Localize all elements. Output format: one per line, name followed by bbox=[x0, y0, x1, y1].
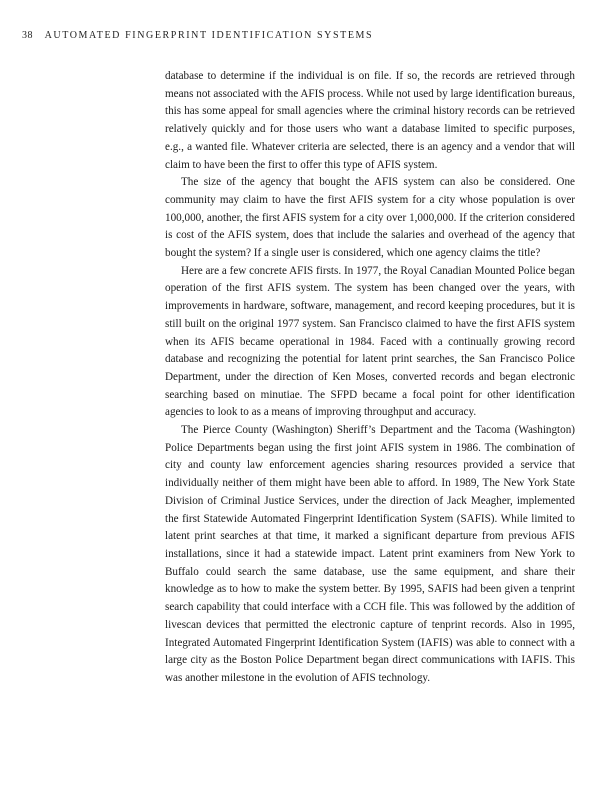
paragraph-joint-systems: The Pierce County (Washington) Sheriff’s Department and the Tacoma (Washington) Police Departments began using the first joint AFIS system in 1986. The combination of city and county law enforcement agencies sharing resources provided a service that individually neither of them might have been able to afford. In 1989, The New York State Division of Criminal Justice Services, under the direction of Jack Meagher, implemented the first Statewide Automated Fingerprint Identification System (SAFIS). While limited to latent print searches at that time, it marked a significant departure from previous AFIS installations, since it had a statewide impact. Latent print examiners from New York to Buffalo could search the same database, use the same equipment, and share their knowledge as to how to make the system better. By 1995, SAFIS had been given a tenprint search capability that could interface with a CCH file. This was followed by the addition of livescan devices that permitted the electronic capture of tenprint records. Also in 1995, Integrated Automated Fingerprint Identification System (IAFIS) was able to connect with a large city as the Boston Police Department began direct communications with IAFIS. This was another milestone in the evolution of AFIS technology. bbox=[165, 424, 575, 684]
running-head bbox=[22, 30, 373, 41]
paragraph-continued: database to determine if the individual is on file. If so, the records are retrieved through means not associated with the AFIS process. While not used by large identification bureaus, this has some appeal for small agencies where the criminal history records can be retrieved relatively quickly and for those users who want a database limited to specific purposes, e.g., a wanted file. Whatever criteria are selected, there is an agency and a vendor that will claim to have been the first to offer this type of AFIS system. bbox=[165, 70, 575, 171]
paragraph-agency-size: The size of the agency that bought the AFIS system can also be considered. One community may claim to have the first AFIS system for a city whose population is over 100,000, another, the first AFIS system for a city over 1,000,000. If the criterion considered is cost of the AFIS system, does that include the salaries and overhead of the agency that bought the system? If a single user is considered, which one agency claims the title? bbox=[165, 176, 575, 260]
body-text bbox=[165, 68, 575, 688]
page-number: 38 bbox=[22, 30, 33, 41]
running-title: AUTOMATED FINGERPRINT IDENTIFICATION SYSTEMS bbox=[44, 30, 374, 41]
paragraph-afis-firsts: Here are a few concrete AFIS firsts. In 1977, the Royal Canadian Mounted Police began operation of the first AFIS system. The system has been changed over the years, with improvements in hardware, software, management, and record keeping procedures, but it is still built on the original 1977 system. San Francisco claimed to have the first AFIS system when its AFIS became operational in 1984. Faced with a continually growing record database and recognizing the potential for latent print searches, the San Francisco Police Department, under the direction of Ken Moses, converted records and began electronic searching based on minutiae. The SFPD became a focal point for other identification agencies to look to as a means of improving throughput and accuracy. bbox=[165, 264, 575, 419]
